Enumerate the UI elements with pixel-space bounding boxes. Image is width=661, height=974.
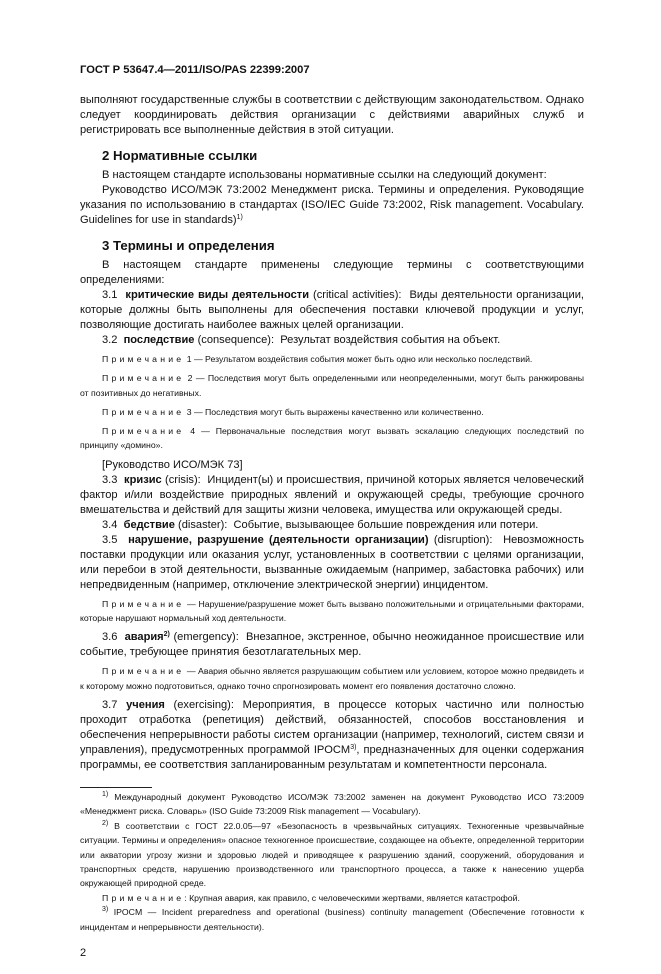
term-source: [Руководство ИСО/МЭК 73] <box>102 458 243 471</box>
term-name: учения <box>126 698 165 711</box>
footnote-2: $^{2)}$ В соответствии с ГОСТ 22.0.05—97 «Безопасность в чрезвычайных ситуациях. Техногенные чрезвычайные ситуации. Термины и определения» опасное техногенное происшествие, создающее на объекте, определенной территории или акватории угрозу жизни и здоровью людей и приводящее к разрушению зданий, сооружений, оборудования и транспортных средств, нарушению производственного или транспортного процесса, а также к нанесению ущерба окружающей природной среде. <box>80 819 584 889</box>
page-number: 2 <box>80 947 87 960</box>
footnote-1: $^{1)}$ Международный документ Руководство ИСО/МЭК 73:2002 заменен на документ Руководство ИСО 73:2009 «Менеджмент риска. Словарь» (ISO Guide 73:2009 Risk management — Vocabulary). <box>80 790 584 817</box>
footnote-divider <box>80 787 152 788</box>
term-3-2-note-3: Примечание 3 — Последствия могут быть выражены качественно или количественно. <box>102 406 484 417</box>
term-3-6-note: Примечание — Авария обычно является разрушающим событием или условием, которое можно предвидеть и к которому можно подготовиться, однако точно спрогнозировать момент его появления достаточно сложно. <box>80 666 584 691</box>
term-3-5-note: Примечание — Нарушение/разрушение может быть вызвано положительными и отрицательными факторами, которые нарушают нормальный ход деятельности. <box>80 598 584 624</box>
term-3-3-entry: 3.3 кризис (crisis): Инцидент(ы) и происшествия, причиной которых является человеческий фактор и/или воздействие природных явлений и окружающей среды, требующие срочного вмешательства и действий для защиты жизни человека, имущества или окружающей среды. <box>80 473 584 516</box>
footnote-2-note: Примечание: Крупная авария, как правило, с человеческими жертвами, является катастрофой. <box>102 892 520 903</box>
term-3-4-entry: 3.4 бедствие (disaster): Событие, вызывающее большие повреждения или потери. <box>102 518 539 531</box>
term-3-2-note-2: Примечание 2 — Последствия могут быть определенными или неопределенными, могут быть ранжированы от позитивных до негативных. <box>80 373 584 398</box>
footnote-3: $^{3)}$ IPOCM — Incident preparedness and operational (business) continuity management (Обеспечение готовности к инцидентам и непрерывности деятельности). <box>80 906 584 932</box>
term-3-6-entry: 3.6 авария$^{2)}$ (emergency): Внезапное, экстренное, обычно неожиданное происшествие или событие, требующее принятия безотлагательных мер. <box>80 631 585 659</box>
section-2-paragraph-1: В настоящем стандарте использованы нормативные ссылки на следующий документ: <box>102 169 547 181</box>
section-2-body <box>80 168 584 228</box>
document-header: ГОСТ Р 53647.4—2011/ISO/PAS 22399:2007 <box>80 64 310 76</box>
term-3-7-entry: 3.7 учения (exercising): Мероприятия, в процессе которых частично или полностью проходит отработка (репетиция) действий, обязанностей, способов восстановления и обеспечения непрерывности работы систем организации (например, технологий, систем связи и управления), предусмотренных программой IPOCM$^{3)}$, предназначенных для оценки содержания программы, ее соответствия запланированным результатам и компетентности персонала. <box>80 698 584 771</box>
section-2-paragraph-2: Руководство ИСО/МЭК 73:2002 Менеджмент риска. Термины и определения. Руководящие указания по использованию в стандартах (ISO/IEC Guide 73:2002, Risk management. Vocabulary. Guidelines for use in standards)$^{1)}$ <box>80 184 584 226</box>
term-3-2-entry: 3.2 последствие (consequence): Результат воздействия события на объект. <box>102 334 501 346</box>
section-3-title: 3 Термины и определения <box>102 238 275 253</box>
term-3-5-entry: 3.5 нарушение, разрушение (деятельности организации) (disruption): Невозможность поставки продукции или оказания услуг, установленных в соответствии с целями организации, или перебои в этой деятельности, вызванные ожидаемым (например, забастовка рабочих) или непредвиденным (например, отключение электрической энергии) инцидентом. <box>80 533 584 591</box>
footnote-ref-2: 2) <box>163 631 170 639</box>
term-3-2-note-1: Примечание 1 — Результатом воздействия события может быть одно или несколько последствий. <box>102 354 533 364</box>
term-3-6 <box>80 630 584 660</box>
section-3-intro: В настоящем стандарте применены следующие термины с соответствующими определениями: <box>80 259 584 286</box>
term-name: нарушение, разрушение (деятельности организации) <box>128 533 429 546</box>
term-name: кризис <box>124 473 162 486</box>
term-name: авария <box>124 631 164 644</box>
term-3-7 <box>80 698 584 773</box>
term-3-2-note-4: Примечание 4 — Первоначальные последствия могут вызвать эскалацию следующих последствий по принципу «домино». <box>80 426 584 451</box>
section-2-title: 2 Нормативные ссылки <box>102 148 258 163</box>
term-3-1-entry: 3.1 критические виды деятельности (critical activities): Виды деятельности организации, которые должны быть выполнены для обеспечения поставки ключевой продукции и услуг, позволяющие достигать наиболее важных целей организации. <box>80 289 584 331</box>
footnotes <box>80 790 584 934</box>
terms-3-3-to-3-5 <box>80 458 584 593</box>
footnote-ref-3: 3) <box>350 743 357 751</box>
term-name: критические виды деятельности <box>125 289 310 301</box>
term-name: последствие <box>123 334 195 346</box>
term-3-1 <box>80 258 584 348</box>
term-name: бедствие <box>123 518 175 531</box>
intro-paragraph: выполняют государственные службы в соответствии с действующим законодательством. Однако следует координировать действия организации с действиями аварийных служб и регистрировать все выполненные действия в этой ситуации. <box>80 94 584 136</box>
footnote-ref-1: 1) <box>236 214 243 221</box>
